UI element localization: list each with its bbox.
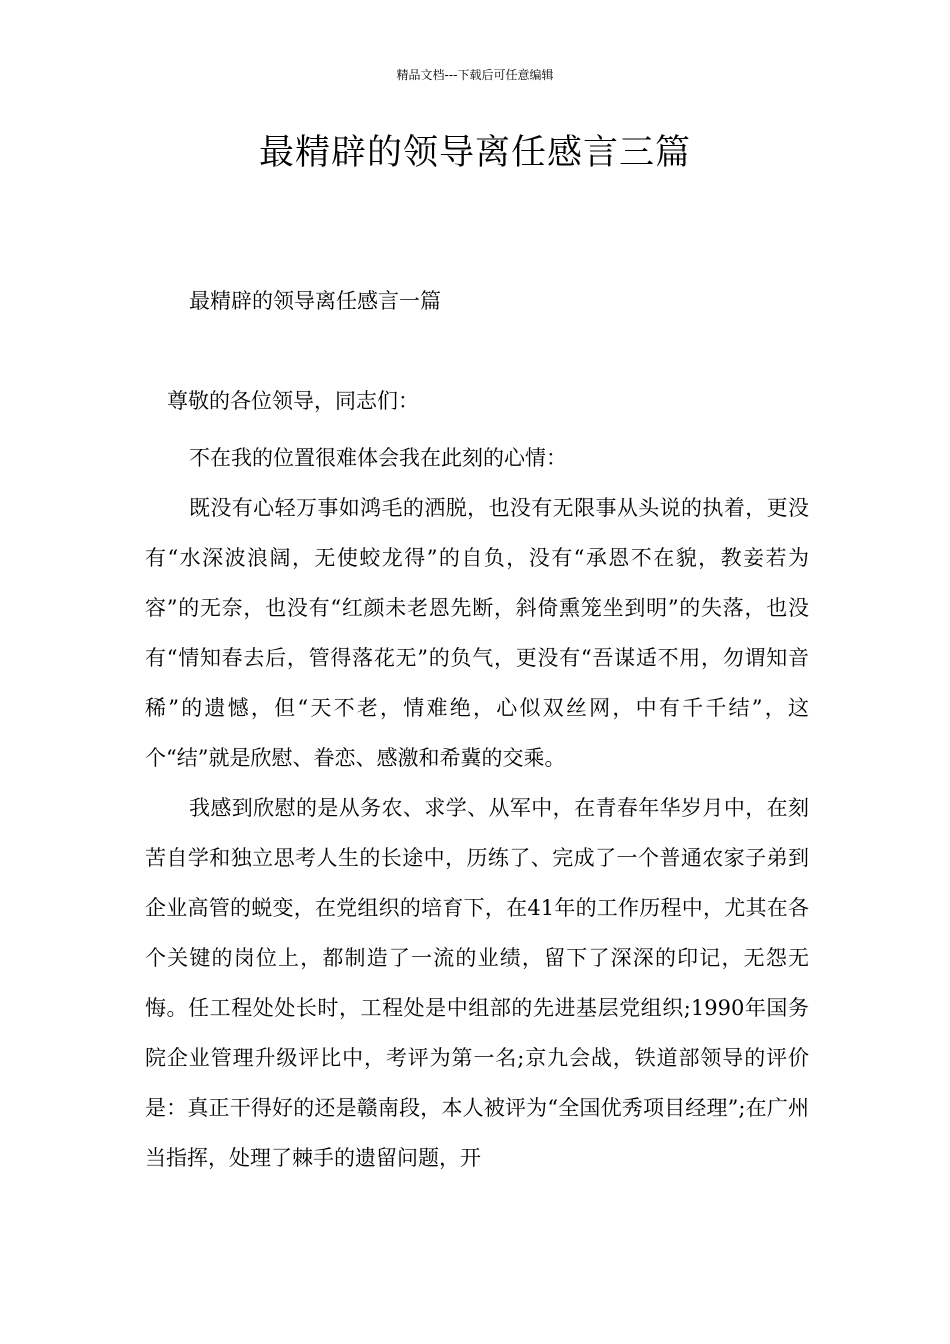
document-title: 最精辟的领导离任感言三篇 [258, 133, 691, 173]
paragraph: 既没有心轻万事如鸿毛的洒脱，也没有无限事从头说的执着，更没有“水深波浪阔，无使蛟龙得”的自负，没有“承恩不在貌，教妾若为容”的无奈，也没有“红颜未老恩先断，斜倚熏笼坐到明”的失落，也没有“情知春去后，管得落花无”的负气，更没有“吾谋适不用，勿谓知音稀”的遗憾，但“天不老，情难绝，心似双丝网，中有千千结”，这个“结”就是欣慰、眷恋、感激和希冀的交乘。 [145, 496, 809, 770]
section-subtitle: 最精辟的领导离任感言一篇 [189, 289, 441, 313]
salutation: 尊敬的各位领导，同志们： [167, 389, 419, 413]
paragraph: 我感到欣慰的是从务农、求学、从军中，在青春年华岁月中，在刻苦自学和独立思考人生的长途中，历练了、完成了一个普通农家子弟到企业高管的蜕变，在党组织的培育下，在41年的工作历程中，尤其在各个关键的岗位上，都制造了一流的业绩，留下了深深的印记，无怨无悔。任工程处处长时，工程处是中组部的先进基层党组织;1990年国务院企业管理升级评比中，考评为第一名;京九会战，铁道部领导的评价是：真正干得好的还是赣南段，本人被评为“全国优秀项目经理”;在广州当指挥，处理了棘手的遗留问题，开 [145, 796, 809, 1170]
header-note: 精品文档---下载后可任意编辑 [396, 68, 554, 82]
body-content [145, 433, 809, 1183]
paragraph: 不在我的位置很难体会我在此刻的心情： [189, 446, 567, 470]
